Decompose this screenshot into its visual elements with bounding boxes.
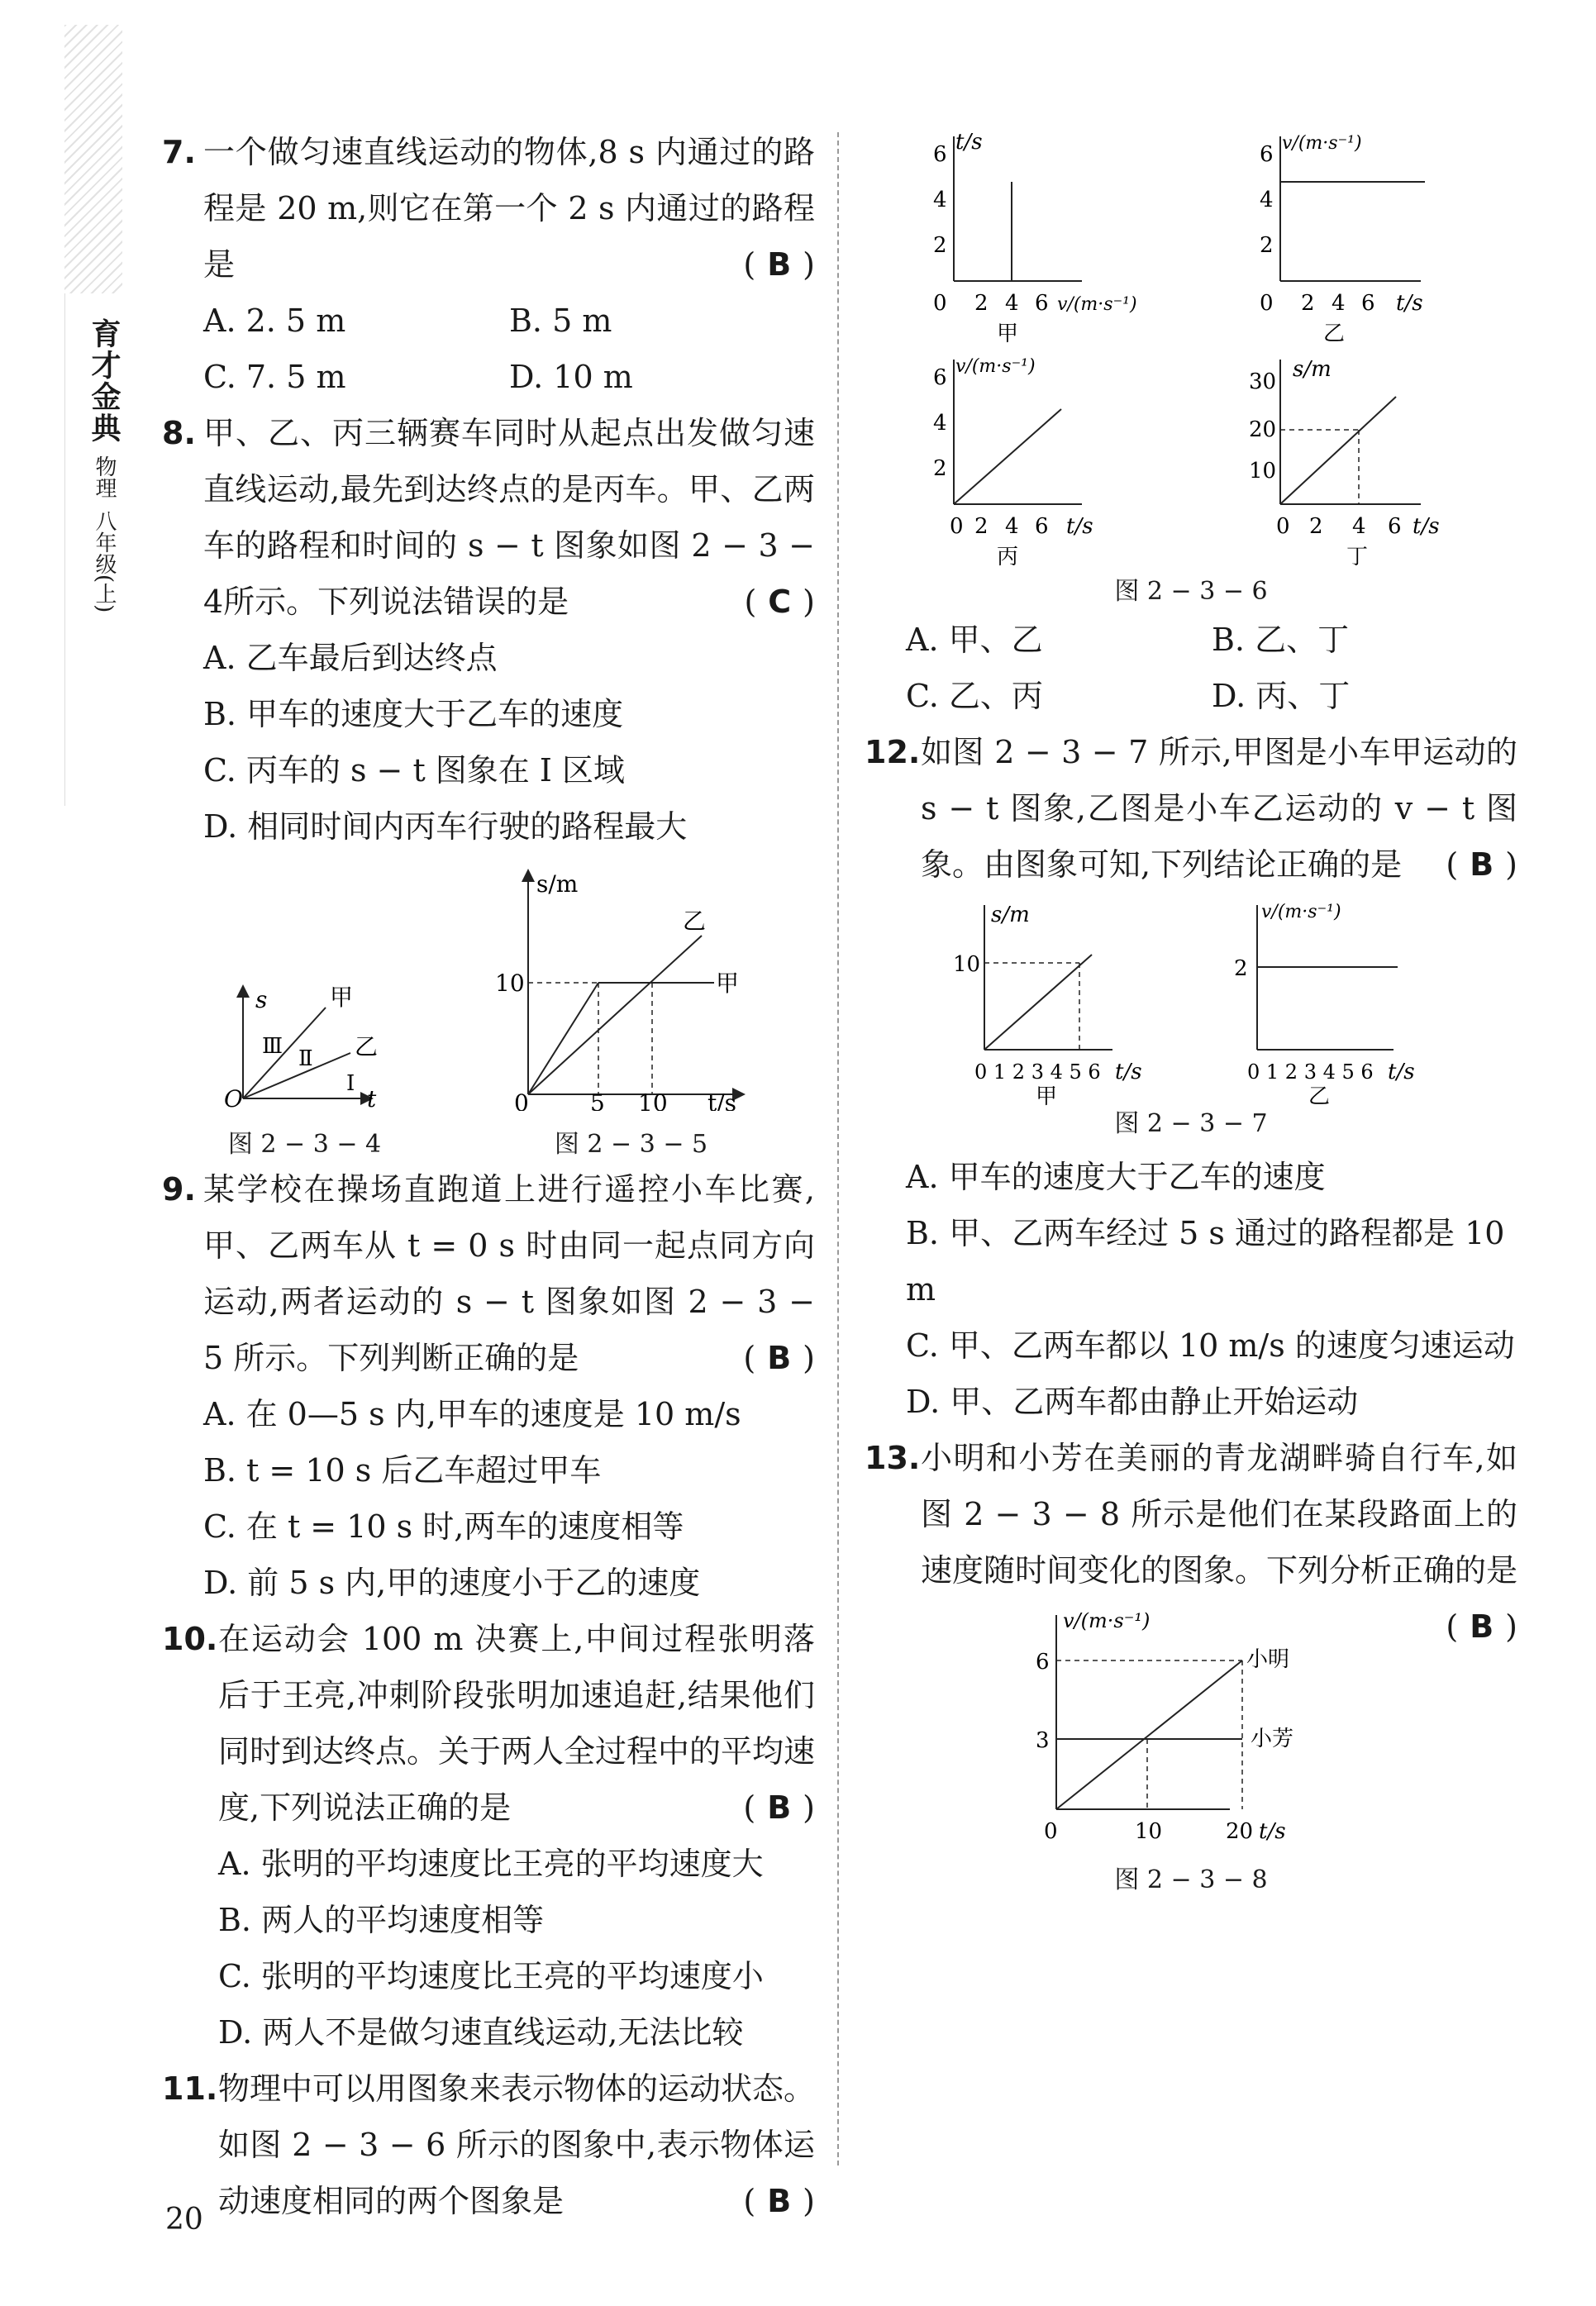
tick-label: 0 bbox=[949, 514, 964, 539]
question-7 bbox=[162, 124, 815, 405]
question-number: 13. bbox=[865, 1440, 921, 1476]
tick-label: 4 bbox=[932, 188, 947, 212]
x-label: t/s bbox=[1395, 291, 1423, 316]
answer: B bbox=[767, 1789, 792, 1826]
question-number: 9. bbox=[162, 1171, 196, 1208]
answer-box: ( B ) bbox=[1446, 1608, 1517, 1645]
figure-caption: 图 2 − 3 − 8 bbox=[1114, 1865, 1268, 1894]
option-c: C. 乙、丙 bbox=[906, 678, 1043, 714]
tick-label: 2 bbox=[1300, 291, 1315, 316]
option-c: C. 张明的平均速度比王亮的平均速度小 bbox=[218, 1958, 764, 1994]
question-stem: 如图 2 − 3 − 7 所示,甲图是小车甲运动的 s − t 图象,乙图是小车乙运动的 v − t 图象。由图象可知,下列结论正确的是 bbox=[921, 734, 1517, 883]
figure-2-3-4 bbox=[206, 929, 404, 1161]
option-b: B. 甲、乙两车经过 5 s 通过的路程都是 10 m bbox=[906, 1215, 1505, 1308]
tick-label: 0 bbox=[1275, 514, 1290, 539]
tick-label: 10 bbox=[953, 952, 981, 977]
graph-2-3-7-yi bbox=[1216, 893, 1447, 1108]
graph-2-3-8 bbox=[1007, 1598, 1304, 1846]
tick-label: 0 bbox=[1043, 1819, 1058, 1844]
label-jia: 甲 bbox=[715, 970, 739, 997]
graph-ding bbox=[1231, 347, 1479, 570]
option-d: D. 相同时间内丙车行驶的路程最大 bbox=[203, 808, 688, 845]
y-label: v/(m·s⁻¹) bbox=[1281, 133, 1362, 154]
x-label: t/s bbox=[1388, 1060, 1415, 1084]
answer-box: ( B ) bbox=[743, 2183, 815, 2219]
label-xiaoming: 小明 bbox=[1246, 1647, 1289, 1672]
answer: B bbox=[1470, 846, 1494, 883]
option-d: D. 甲、乙两车都由静止开始运动 bbox=[906, 1384, 1359, 1420]
x-label: t/s bbox=[1115, 1060, 1142, 1084]
question-number: 11. bbox=[162, 2070, 218, 2107]
figure-caption: 图 2 − 3 − 6 bbox=[1114, 577, 1268, 606]
question-stem: 物理中可以用图象来表示物体的运动状态。如图 2 − 3 − 6 所示的图象中,表示物体运动速度相同的两个图象是 bbox=[218, 2070, 816, 2219]
sidebar bbox=[79, 318, 129, 612]
option-b: B. 5 m bbox=[509, 303, 612, 339]
figure-row-234-235 bbox=[162, 863, 815, 1161]
figure-2-3-6 bbox=[865, 124, 1517, 608]
tick-label: 2 bbox=[932, 233, 947, 258]
graph-2-3-7-jia bbox=[935, 893, 1166, 1108]
option-b: B. 乙、丁 bbox=[1212, 622, 1350, 658]
option-b: B. t = 10 s 后乙车超过甲车 bbox=[203, 1452, 602, 1489]
tick-label: 4 bbox=[1331, 291, 1346, 316]
figure-2-3-5-graph bbox=[491, 863, 772, 1111]
graph-name: 甲 bbox=[1036, 1084, 1058, 1108]
answer: B bbox=[767, 246, 792, 283]
option-c: C. 丙车的 s − t 图象在 Ⅰ 区域 bbox=[203, 752, 625, 789]
y-label: s bbox=[255, 986, 267, 1013]
question-8 bbox=[162, 405, 815, 855]
option-b: B. 甲车的速度大于乙车的速度 bbox=[203, 696, 624, 732]
tick-label: 4 bbox=[1004, 291, 1019, 316]
tick-label: 6 bbox=[1259, 142, 1274, 167]
question-12-options bbox=[865, 1149, 1517, 1430]
region-1: Ⅰ bbox=[345, 1071, 355, 1096]
y-label: v/(m·s⁻¹) bbox=[1261, 902, 1341, 922]
graph-jia bbox=[904, 124, 1152, 347]
tick-label: 30 bbox=[1248, 369, 1276, 394]
figure-2-3-5 bbox=[491, 863, 772, 1161]
option-d: D. 两人不是做匀速直线运动,无法比较 bbox=[218, 2014, 744, 2051]
answer-box: ( B ) bbox=[743, 1340, 815, 1376]
question-stem: 甲、乙、丙三辆赛车同时从起点出发做匀速直线运动,最先到达终点的是丙车。甲、乙两车的路程和时间的 s − t 图象如图 2 − 3 − 4所示。下列说法错误的是 bbox=[203, 415, 815, 620]
tick-label: 0 bbox=[932, 291, 947, 316]
option-a: A. 张明的平均速度比王亮的平均速度大 bbox=[218, 1846, 764, 1882]
column-divider bbox=[837, 132, 839, 2165]
tick-label: 10 bbox=[637, 1089, 668, 1111]
tick-label: 10 bbox=[1248, 459, 1276, 484]
option-c: C. 甲、乙两车都以 10 m/s 的速度匀速运动 bbox=[906, 1327, 1515, 1364]
figure-2-3-4-graph bbox=[206, 929, 404, 1111]
answer: B bbox=[1470, 1608, 1494, 1645]
tick-label: 6 bbox=[932, 365, 947, 390]
answer: B bbox=[767, 1340, 792, 1376]
question-11-options bbox=[865, 612, 1517, 724]
tick-label: 3 bbox=[1035, 1728, 1050, 1753]
x-label: t/s bbox=[1258, 1819, 1286, 1844]
line bbox=[954, 409, 1061, 504]
option-a: A. 2. 5 m bbox=[203, 303, 346, 339]
option-d: D. 丙、丁 bbox=[1212, 678, 1351, 714]
tick-label: 4 bbox=[1351, 514, 1366, 539]
line-yi bbox=[528, 936, 702, 1094]
question-stem: 在运动会 100 m 决赛上,中间过程张明落后于王亮,冲刺阶段张明加速追赶,结果他们同时到达终点。关于两人全过程中的平均速度,下列说法正确的是 bbox=[218, 1621, 816, 1826]
tick-label: 2 bbox=[974, 514, 989, 539]
line-yi bbox=[243, 1053, 350, 1098]
label-xiaofang: 小芳 bbox=[1250, 1727, 1293, 1751]
tick-label: 6 bbox=[1034, 291, 1049, 316]
x-label: t/s bbox=[1412, 514, 1440, 539]
answer-box: ( B ) bbox=[1446, 846, 1517, 883]
graph-yi bbox=[1231, 124, 1479, 347]
option-a: A. 乙车最后到达终点 bbox=[203, 640, 498, 676]
answer-box: ( B ) bbox=[743, 246, 815, 283]
tick-label: 4 bbox=[1259, 188, 1274, 212]
question-number: 12. bbox=[865, 734, 921, 770]
tick-label: 5 bbox=[589, 1089, 605, 1111]
graph-name: 丙 bbox=[996, 545, 1018, 569]
figure-caption: 图 2 − 3 − 4 bbox=[227, 1130, 382, 1159]
graph-bing bbox=[904, 347, 1152, 570]
question-stem: 一个做匀速直线运动的物体,8 s 内通过的路程是 20 m,则它在第一个 2 s 内通过的路程是 bbox=[203, 134, 815, 283]
y-label: t/s bbox=[955, 130, 983, 155]
tick-label: 4 bbox=[932, 411, 947, 436]
line-xiaoming bbox=[1056, 1660, 1242, 1809]
figure-2-3-8 bbox=[865, 1598, 1517, 1897]
line-jia bbox=[243, 1008, 326, 1098]
line-jia-rise bbox=[528, 983, 598, 1094]
tick-label: 20 bbox=[1248, 417, 1276, 442]
figure-caption: 图 2 − 3 − 7 bbox=[1114, 1109, 1268, 1138]
tick-label: 4 bbox=[1004, 514, 1019, 539]
question-number: 10. bbox=[162, 1621, 218, 1657]
question-9 bbox=[162, 1161, 815, 1611]
graph-name: 乙 bbox=[1322, 322, 1345, 346]
tick-label: 0 bbox=[1259, 291, 1274, 316]
tick-label: 6 bbox=[1360, 291, 1375, 316]
sidebar-brand: 育才金典 bbox=[87, 318, 121, 444]
option-b: B. 两人的平均速度相等 bbox=[218, 1902, 545, 1938]
tick-label: 20 bbox=[1225, 1819, 1253, 1844]
tick-label: 10 bbox=[494, 970, 525, 997]
answer-box: ( C ) bbox=[744, 584, 815, 620]
x-label: t/s bbox=[1065, 514, 1093, 539]
tick-label: 10 bbox=[1134, 1819, 1162, 1844]
sidebar-grade: 八年级(上) bbox=[92, 510, 117, 613]
label-yi: 乙 bbox=[682, 908, 706, 935]
figure-2-3-7 bbox=[865, 893, 1517, 1141]
decorative-stripes bbox=[64, 25, 122, 293]
tick-label: 2 bbox=[974, 291, 989, 316]
tick-labels: 0 1 2 3 4 5 6 bbox=[1247, 1060, 1374, 1084]
page-number: 20 bbox=[165, 2203, 203, 2237]
question-10 bbox=[162, 1611, 815, 2061]
y-label: v/(m·s⁻¹) bbox=[1062, 1609, 1151, 1632]
tick-label: 6 bbox=[1034, 514, 1049, 539]
question-12 bbox=[865, 724, 1517, 893]
left-column bbox=[162, 124, 815, 2229]
question-11 bbox=[162, 2061, 815, 2229]
question-stem: 某学校在操场直跑道上进行遥控小车比赛,甲、乙两车从 t = 0 s 时由同一起点同方向运动,两者运动的 s − t 图象如图 2 − 3 − 5 所示。下列判断正确的是 bbox=[203, 1171, 815, 1376]
tick-label: 2 bbox=[932, 456, 947, 481]
answer: C bbox=[768, 584, 792, 620]
y-label: s/m bbox=[1292, 357, 1332, 382]
tick-label: 6 bbox=[932, 142, 947, 167]
label-jia: 甲 bbox=[329, 984, 353, 1011]
tick-label: 6 bbox=[1387, 514, 1402, 539]
question-number: 8. bbox=[162, 415, 196, 451]
option-c: C. 7. 5 m bbox=[203, 359, 346, 395]
region-2: Ⅱ bbox=[298, 1046, 313, 1071]
option-d: D. 10 m bbox=[509, 359, 633, 395]
question-number: 7. bbox=[162, 134, 196, 170]
sidebar-divider bbox=[64, 293, 65, 806]
answer-box: ( B ) bbox=[743, 1789, 815, 1826]
option-a: A. 在 0—5 s 内,甲车的速度是 10 m/s bbox=[203, 1396, 741, 1432]
tick-label: 2 bbox=[1259, 233, 1274, 258]
answer: B bbox=[767, 2183, 792, 2219]
x-label: v/(m·s⁻¹) bbox=[1056, 294, 1137, 315]
y-label: v/(m·s⁻¹) bbox=[955, 356, 1036, 377]
tick-label: 6 bbox=[1035, 1650, 1050, 1675]
tick-label: 0 bbox=[513, 1089, 529, 1111]
tick-labels: 0 1 2 3 4 5 6 bbox=[974, 1060, 1101, 1084]
line bbox=[984, 955, 1092, 1050]
tick-label: 2 bbox=[1234, 956, 1248, 981]
label-yi: 乙 bbox=[354, 1033, 378, 1060]
option-a: A. 甲车的速度大于乙车的速度 bbox=[906, 1159, 1326, 1195]
option-d: D. 前 5 s 内,甲的速度小于乙的速度 bbox=[203, 1565, 701, 1601]
question-stem: 小明和小芳在美丽的青龙湖畔骑自行车,如图 2 − 3 − 8 所示是他们在某段路面上的速度随时间变化的图象。下列分析正确的是 bbox=[921, 1440, 1518, 1589]
y-label: s/m bbox=[991, 903, 1030, 927]
graph-name: 丁 bbox=[1346, 545, 1368, 569]
x-label: t bbox=[366, 1085, 376, 1111]
option-c: C. 在 t = 10 s 时,两车的速度相等 bbox=[203, 1508, 684, 1545]
option-a: A. 甲、乙 bbox=[906, 622, 1043, 658]
graph-name: 乙 bbox=[1308, 1084, 1331, 1108]
y-label: s/m bbox=[536, 870, 578, 898]
line bbox=[1280, 397, 1396, 504]
origin-label: O bbox=[223, 1085, 243, 1111]
sidebar-subject: 物理 bbox=[92, 455, 117, 498]
tick-label: 2 bbox=[1308, 514, 1323, 539]
right-column bbox=[865, 124, 1517, 1897]
region-3: Ⅲ bbox=[261, 1034, 283, 1059]
figure-caption: 图 2 − 3 − 5 bbox=[554, 1130, 708, 1159]
x-label: t/s bbox=[707, 1089, 736, 1111]
graph-name: 甲 bbox=[996, 322, 1018, 346]
